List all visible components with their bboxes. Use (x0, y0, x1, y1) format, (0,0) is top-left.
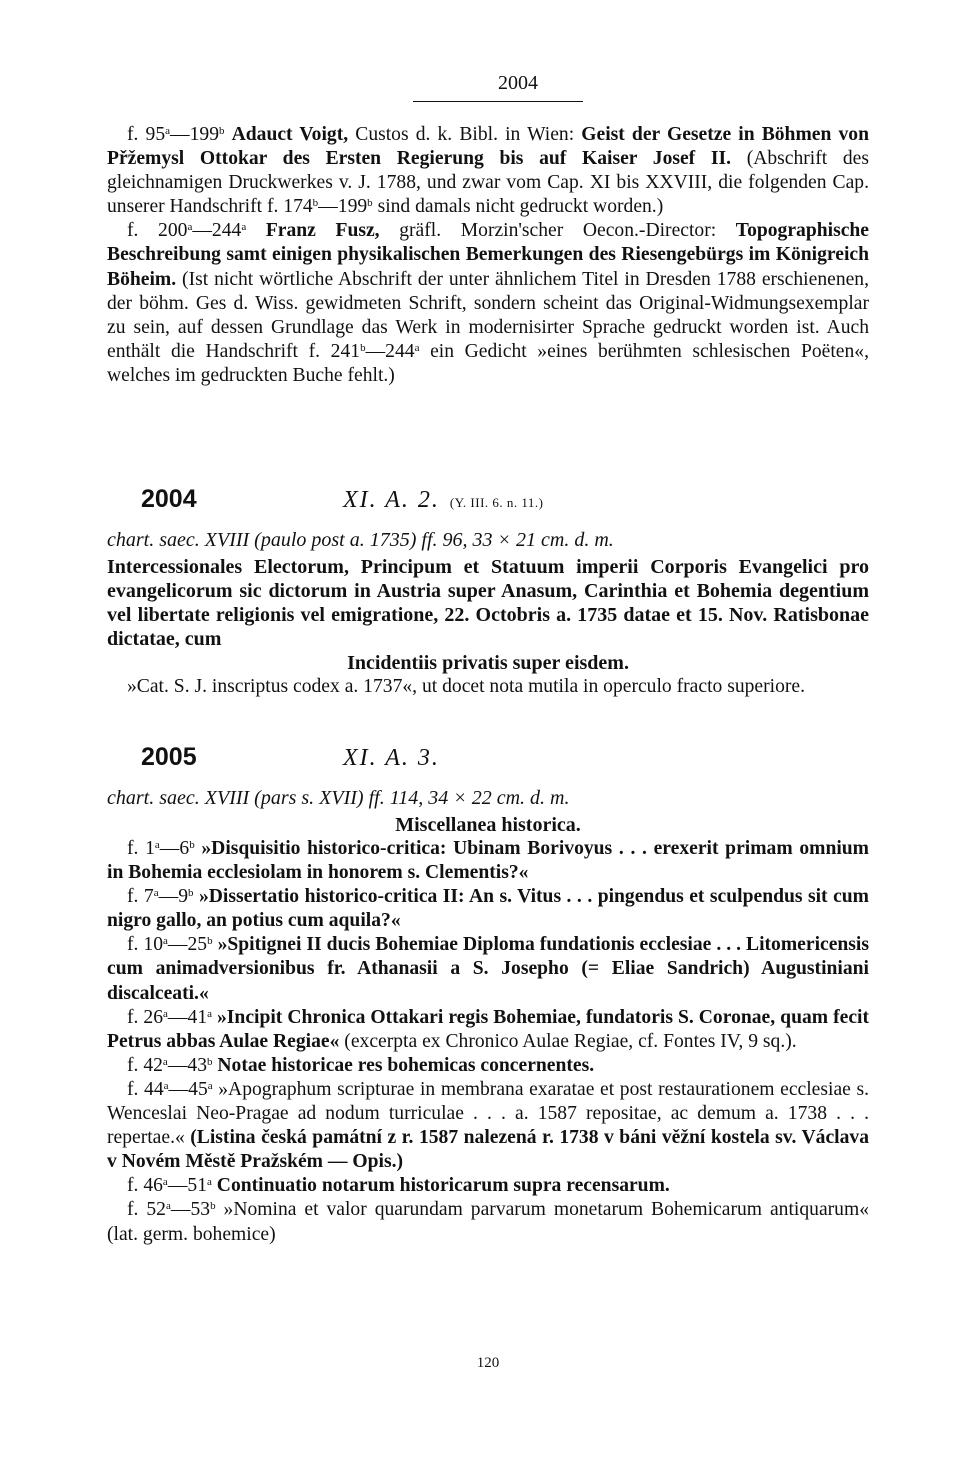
content-item: f. 10$^a$—25$^b$ »Spitignei II ducis Bohemiae Diploma fundationis ecclesiae . . . Litomericensis cum animadversionibus fr. Athanasii a S. Josepho (= Eliae Sandrich) Augustiniani discalceati.« (107, 934, 869, 1004)
shelfmark: XI. A. 3. (343, 745, 440, 771)
codex-heading: Miscellanea historica. (395, 814, 581, 836)
folio-number: 120 (476, 1355, 500, 1371)
codex-title: Intercessionales Electorum, Principum et Statuum imperii Corporis Evangelici pro evangelicorum sic dictorum in Austria super Anasum, Carinthia et Bohemia degentium vel libertate religionis vel emigratione, 22. Octobris a. 1735 datae et 15. Nov. Ratisbonae dictatae, cum (107, 556, 869, 650)
author-name: Adauct Voigt, (231, 124, 349, 145)
entry-2005 (107, 743, 869, 1247)
running-head (107, 72, 869, 95)
content-item: f. 7$^a$—9$^b$ »Dissertatio historico-critica II: An s. Vitus . . . pingendus et sculpendus sit cum nigro gallo, an potius cum aquila?« (107, 886, 869, 932)
entry-2004 (107, 485, 869, 699)
prev-entry-item-1: f. 95$^a$—199$^b$ Adauct Voigt, Custos d. k. Bibl. in Wien: Geist der Gesetze in Böhmen von Přžemysl Ottokar des Ersten Regierung bis auf Kaiser Josef II. (Abschrift des gleichnamigen Druckwerkes v. J. 1788, und zwar vom Cap. XI bis XXVIII, die folgenden Cap. unserer Handschrift f. 174$^b$—199$^b$ sind damals nicht gedruckt worden.) (107, 124, 869, 218)
author-name: Franz Fusz, (265, 220, 380, 242)
entry-header (107, 485, 869, 527)
item-title: Topographische Beschreibung samt einigen physikalischen Bemerkungen des Riesengebürgs im Königreich Böheim. (107, 220, 870, 290)
content-item: f. 52$^a$—53$^b$ »Nomina et valor quarundam parvarum monetarum Bohemicarum antiquarum« (lat. germ. bohemice) (107, 1199, 869, 1245)
entry-header (107, 743, 869, 785)
page (107, 0, 869, 1475)
entry-number: 2005 (141, 743, 197, 771)
codex-description: chart. saec. XVIII (paulo post a. 1735) ff. 96, 33 × 21 cm. d. m. (107, 529, 614, 551)
content-list (107, 837, 869, 1247)
entry-number: 2004 (141, 485, 197, 513)
entry-continuation (107, 123, 869, 388)
codex-description: chart. saec. XVIII (pars s. XVII) ff. 114, 34 × 22 cm. d. m. (107, 787, 570, 809)
item-title: Geist der Gesetze in Böhmen von Přžemysl Ottokar des Ersten Regierung bis auf Kaiser Josef II. (107, 124, 869, 170)
content-item: f. 46$^a$—51$^a$ Continuatio notarum historicarum supra recensarum. (127, 1175, 670, 1197)
page-number: 2004 (498, 72, 538, 94)
codex-note: »Cat. S. J. inscriptus codex a. 1737«, ut docet nota mutila in operculo fracto superiore. (127, 676, 806, 697)
old-shelfmark: (Y. III. 6. n. 11.) (449, 495, 544, 510)
content-item: f. 1$^a$—6$^b$ »Disquisitio historico-critica: Ubinam Borivoyus . . . erexerit primam omnium in Bohemia ecclesiolam in honorem s. Clementis?« (107, 838, 870, 884)
prev-entry-item-2: f. 200$^a$—244$^a$ Franz Fusz, gräfl. Morzin'scher Oecon.-Director: Topographische Beschreibung samt einigen physikalischen Bemerkungen des Riesengebürgs im Königreich Böheim. (Ist nicht wörtliche Abschrift der unter ähnlichem Titel in Dresden 1788 erschienenen, der böhm. Ges d. Wiss. gewidmeten Schrift, sondern scheint das Original-Widmungsexemplar zu sein, auf dessen Grundlage das Werk in modernisirter Sprache gedruckt worden ist. Auch enthält die Handschrift f. 241$^b$—244$^a$ ein Gedicht »eines berühmten schlesischen Poëten«, welches im gedruckten Buche fehlt.) (107, 220, 870, 386)
shelfmark: XI. A. 2. (Y. III. 6. n. 11.) (343, 487, 544, 513)
content-item: f. 26$^a$—41$^a$ »Incipit Chronica Ottakari regis Bohemiae, fundatoris S. Coronae, quam fecit Petrus abbas Aulae Regiae« (excerpta ex Chronico Aulae Regiae, cf. Fontes IV, 9 sq.). (107, 1006, 869, 1052)
content-item: f. 42$^a$—43$^b$ Notae historicae res bohemicas concernentes. (127, 1054, 595, 1076)
header-rule (413, 101, 583, 102)
content-item: f. 44$^a$—45$^a$ »Apographum scripturae in membrana exaratae et post restaurationem ecclesiae s. Wenceslai Neo-Pragae ad nodum turriculae . . . a. 1587 repositae, ac demum a. 1738 . . . repertae.« (Listina česká památní z r. 1587 nalezená r. 1738 v báni věžní kostela sv. Václava v Novém Městě Pražském — Opis.) (107, 1078, 869, 1173)
codex-title-last-line: Incidentiis privatis super eisdem. (347, 652, 629, 674)
